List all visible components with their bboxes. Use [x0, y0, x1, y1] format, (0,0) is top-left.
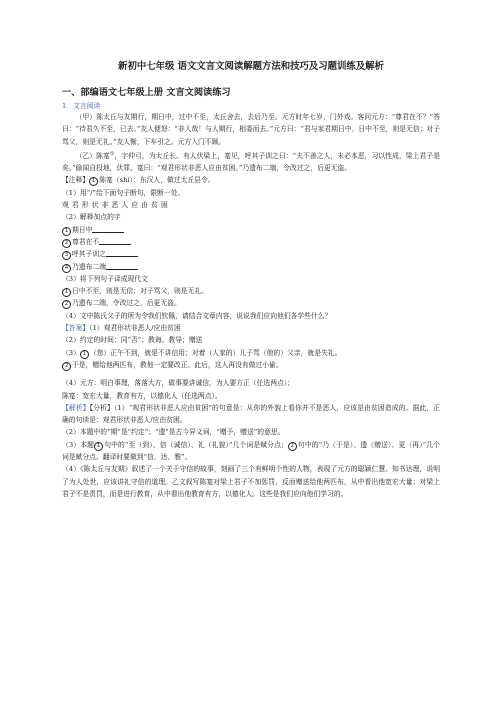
answer-3a-text: （您）正午不到，就是不讲信用；对着（人家的）儿子骂（他的）父亲，就是失礼。: [89, 348, 342, 357]
question-1: （1）用“/”给下面句子断句，限断一处。: [62, 188, 185, 197]
circled-number: 2: [62, 300, 71, 309]
section-heading: 一、部编语文七年级上册 文言文阅读练习: [62, 87, 231, 98]
footnote-marker: ①: [109, 150, 115, 157]
answer-3a: [62, 347, 440, 359]
analysis-1-text: 【分析】（1）“观君形状非恶人应由贫困”的句意是：从你的外貌上看你并不是恶人，应该是由贫困造成的。据此，正确的句读是：观君形状非恶人/应由贫困。: [62, 403, 440, 425]
answer-blank[interactable]: [92, 225, 124, 233]
answer-blank[interactable]: [106, 249, 138, 257]
analysis-label: 【解析】: [62, 403, 90, 412]
q2-item-2: [62, 236, 440, 248]
answer-3-prefix: （3）: [62, 348, 80, 357]
analysis-3-text-c: 句中的“乃（于是）、遗（赠送）、更（再）”几个词是赋分点。翻译时要做到“信、达、雅”。: [62, 440, 441, 462]
q2-item-text: 乃遗布二端: [72, 262, 106, 271]
analysis-2: （2）本题中的“期”是“约定”；“遗”是古今异义词，“赠予，赠送”的意思。: [62, 428, 285, 437]
circled-number: 1: [80, 350, 89, 359]
circled-number-1: 1: [89, 177, 98, 186]
question-heading: 1．文言阅读: [62, 102, 101, 110]
circled-number: 1: [94, 442, 103, 451]
circled-number: 2: [288, 442, 297, 451]
answer-3b-text: 于是，赠给他两匹布，教他一定要改正。此后，这人再没有做过小偷。: [72, 360, 283, 369]
circled-number: 1: [62, 227, 71, 236]
passage-b: [62, 148, 440, 175]
question-3: （3）将下列句子译成现代文: [62, 274, 148, 283]
note-text: 陈寔（shí）：东汉人，做过太丘县令。: [99, 176, 215, 185]
answer-1-line: [62, 322, 440, 334]
circled-number: 2: [62, 362, 71, 371]
q2-item-text: 期日中: [72, 225, 93, 234]
answer-1: （1）观君形状非恶人/应由贫困: [89, 324, 181, 333]
answer-blank[interactable]: [99, 237, 131, 245]
q3-item-text: 乃遗布二端，令改过之，后更无盗。: [72, 299, 181, 308]
answer-blank[interactable]: [106, 262, 138, 270]
question-1-sentence: 观君形状非恶人应由贫困: [62, 201, 171, 210]
q2-item-text: 尊君在不: [72, 237, 100, 246]
document-content: [62, 60, 440, 500]
q3-item-text: 日中不至，则是无信；对子骂父，则是无礼。: [72, 287, 208, 296]
analysis-3-text-b: 句中的“至（到）、信（诚信）、礼（礼貌）”几个词是赋分点；: [104, 440, 288, 449]
q2-item-1: [62, 224, 440, 236]
passage-b-rest: ，字仲弓，为太丘长。有人伏梁上，寔见，呼其子训之曰：“夫不善之人，未必本恶，习以性成，梁上君子是矣。”偷闻自投地，伏罪。寔曰：“观君形状非恶人应由贫困。”乃遗布二端，令改过之，后更无盗。: [62, 151, 441, 173]
q2-item-3: [62, 248, 440, 260]
analysis-3: [62, 439, 440, 464]
footnote: [62, 174, 440, 186]
document-title: 新初中七年级 语文文言文阅读解题方法和技巧及习题训练及解析: [118, 61, 384, 72]
answer-label: 【答案】: [62, 324, 90, 333]
analysis-3-text-a: （3）本题: [62, 440, 95, 449]
circled-number: 3: [62, 251, 71, 260]
analysis-1: [62, 402, 440, 427]
circled-number: 4: [62, 264, 71, 273]
analysis-4: （4）《陈太丘与友期》叙述了一个关于守信的故事，刻画了三个有鲜明个性的人物，表现了元方的聪颖仁慧、知书达理，说明了为人处世，应该讲礼守信的道理。乙文叙写陈寔对梁上君子不加惩罚，反而赠送给他两匹布，从中看出他宽宏大量；对梁上君子不是责罚，而是进行教育，从中看出他教育有方，以德化人。这些是我们应向他们学习的。: [62, 465, 440, 498]
circled-number: 2: [62, 239, 71, 248]
answer-4b: 陈寔：宽宏大量，教育有方，以德化人（任选两点）。: [62, 391, 222, 400]
answer-2: （2）约定的时间；同“否”；教诲、教导；赠送: [62, 336, 203, 345]
answer-4a: （4）元方：明白事理，落落大方，做事要讲诚信，为人要方正（任选两点）；: [62, 379, 295, 388]
q2-item-text: 呼其子训之: [72, 250, 106, 259]
note-label: 【注释】: [62, 176, 90, 185]
circled-number: 1: [62, 288, 71, 297]
question-4: （4）文中陈氏父子的所为令我们钦佩，请结合文章内容，说说我们应向他们各学些什么？: [62, 311, 332, 320]
q2-item-4: [62, 261, 440, 273]
passage-a: （甲）陈太丘与友期行，期日中，过中不至，太丘舍去，去后乃至。元方时年七岁，门外戏。客问元方：“尊君在不？”答曰：“待君久不至，已去。”友人便怒：“非人哉！与人期行，相委而去。”元方曰：“君与家君期日中．日中不至，则是无信；对子骂父，则是无礼。”友人惭，下车引之。元方入门不顾。: [62, 113, 440, 146]
q3-item-1: [62, 285, 440, 297]
answer-3b: [62, 359, 440, 371]
passage-b-start: （乙）陈寔: [75, 151, 110, 160]
question-2: （2）解释加点的字: [62, 213, 121, 222]
q3-item-2: [62, 297, 440, 309]
